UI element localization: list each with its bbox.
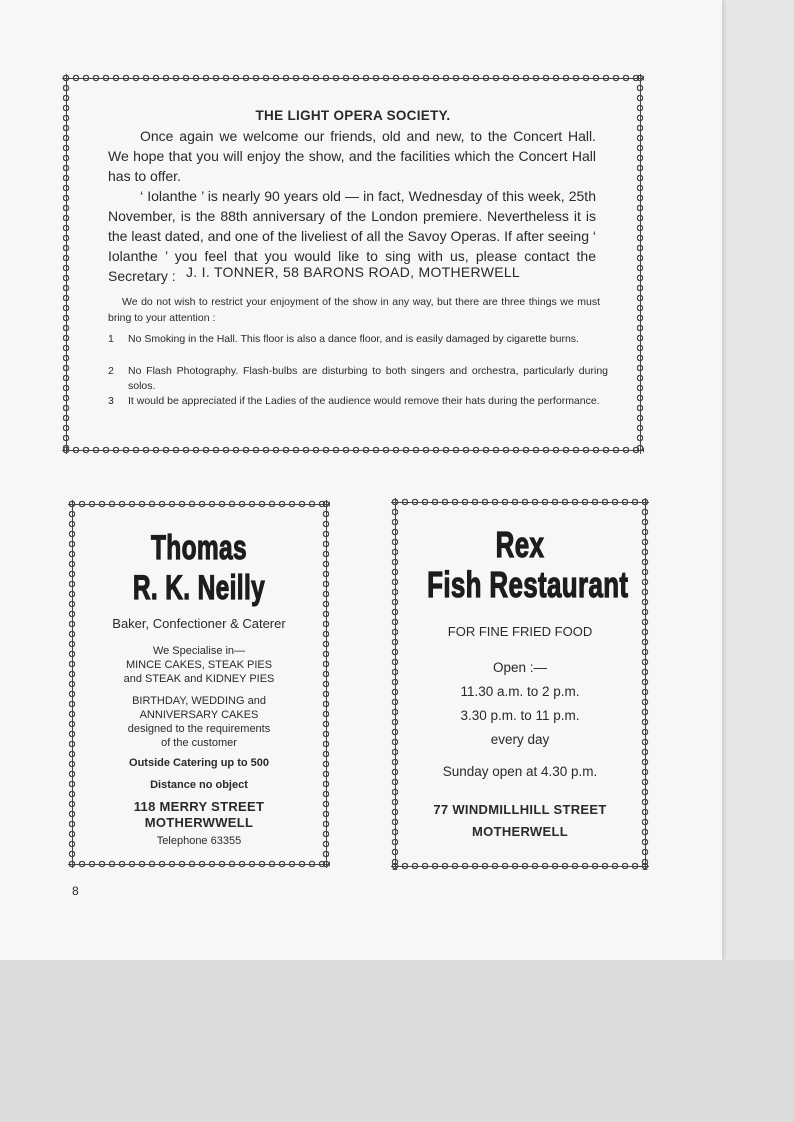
neilly-name-line1: Thomas: [150, 529, 248, 567]
secretary-address: J. I. TONNER, 58 BARONS ROAD, MOTHERWELL: [185, 264, 521, 280]
society-title: THE LIGHT OPERA SOCIETY.: [255, 108, 451, 123]
neilly-cakes-line: designed to the requirements: [127, 723, 271, 735]
rex-hours: 11.30 a.m. to 2 p.m.: [460, 684, 580, 699]
neilly-street: 118 MERRY STREET: [133, 799, 265, 814]
neilly-trade: Baker, Confectioner & Caterer: [112, 616, 286, 631]
neilly-telephone: Telephone 63355: [156, 835, 242, 847]
welcome-paragraph: Once again we welcome our friends, old and new, to the Concert Hall. We hope that you will enjoy the show, and the facilities which the Concert Hall has to offer.: [108, 128, 596, 184]
rex-hours: every day: [490, 732, 550, 747]
neilly-catering: Outside Catering up to 500: [129, 757, 269, 769]
rex-sunday-hours: Sunday open at 4.30 p.m.: [442, 764, 598, 779]
rule-number: 2: [108, 365, 114, 377]
ornamental-border-top: [68, 500, 330, 508]
ornamental-border-bottom: [391, 862, 649, 870]
society-notice-box: [62, 74, 644, 454]
neilly-cakes-line: of the customer: [161, 737, 237, 749]
neilly-cakes-line: BIRTHDAY, WEDDING and: [132, 695, 266, 707]
rex-open-label: Open :—: [492, 660, 548, 675]
rex-name-line2: Fish Restaurant: [427, 564, 629, 605]
background-surface: [0, 960, 794, 1122]
iolanthe-paragraph: ‘ Iolanthe ’ is nearly 90 years old — in fact, Wednesday of this week, 25th November, is the 88th anniversary of the London premiere. Nevertheless it is the least dated, and one of the liveliest of all the Savoy Operas. If after seeing ‘ Iolanthe ’ you feel that you would like to sing with us, please contact the Secretary :: [108, 188, 596, 284]
rules-intro: We do not wish to restrict your enjoyment of the show in any way, but there are three things we must bring to your attention :: [108, 296, 600, 324]
rex-street: 77 WINDMILLHILL STREET: [433, 802, 607, 817]
ornamental-border-bottom: [68, 860, 330, 868]
rule-item: [108, 332, 608, 362]
ornamental-border-top: [391, 498, 649, 506]
rule-text: No Smoking in the Hall. This floor is also a dance floor, and is easily damaged by cigarette burns.: [128, 333, 579, 345]
ornamental-border-top: [62, 74, 644, 82]
neilly-advert: [68, 500, 330, 868]
rule-item: [108, 394, 608, 424]
rule-number: 1: [108, 333, 114, 345]
neilly-specialise-line: MINCE CAKES, STEAK PIES: [125, 659, 273, 671]
neilly-name-line2: R. K. Neilly: [132, 569, 266, 607]
rex-town: MOTHERWELL: [472, 824, 568, 839]
neilly-town: MOTHERWWELL: [144, 815, 254, 830]
rex-tagline: FOR FINE FRIED FOOD: [447, 624, 593, 639]
rex-name-line1: Rex: [495, 524, 545, 565]
rule-item: [108, 364, 608, 394]
page-number: 8: [72, 884, 79, 898]
rex-advert: [391, 498, 649, 870]
rule-number: 3: [108, 395, 114, 407]
neilly-specialise-intro: We Specialise in—: [152, 645, 246, 657]
rule-text: It would be appreciated if the Ladies of the audience would remove their hats during the performance.: [128, 395, 600, 407]
rex-hours: 3.30 p.m. to 11 p.m.: [460, 708, 580, 723]
rule-text: No Flash Photography. Flash-bulbs are disturbing to both singers and orchestra, particularly during solos.: [128, 365, 608, 392]
neilly-specialise-line: and STEAK and KIDNEY PIES: [123, 673, 275, 685]
ornamental-border-bottom: [62, 446, 644, 454]
neilly-cakes-line: ANNIVERSARY CAKES: [139, 709, 259, 721]
neilly-distance: Distance no object: [150, 779, 248, 791]
